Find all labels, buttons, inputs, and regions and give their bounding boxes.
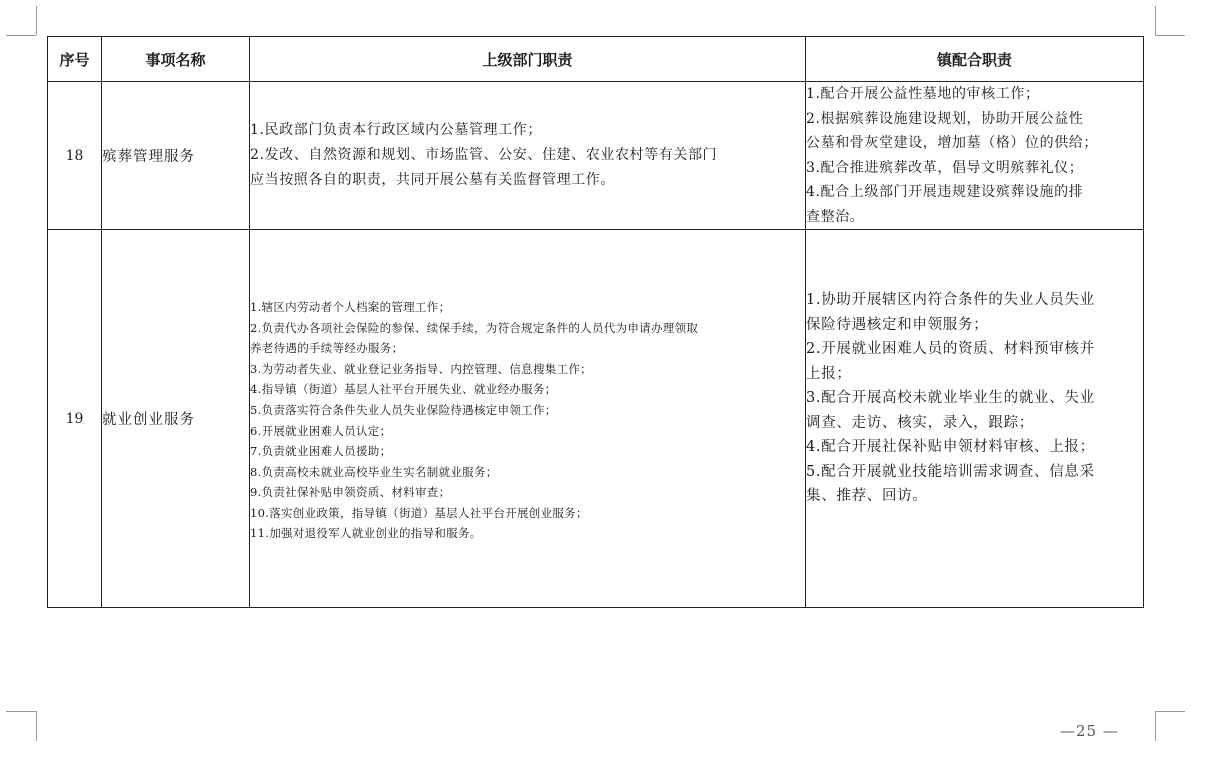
town-duties-cell — [806, 82, 1144, 230]
row-item-name: 殡葬管理服务 — [102, 82, 250, 230]
page-number: —25 — — [1060, 722, 1119, 740]
duty-line: 5.负责落实符合条件失业人员失业保险待遇核定申领工作； — [250, 402, 557, 417]
duty-line: 4.配合上级部门开展违规建设殡葬设施的排 — [806, 184, 1084, 200]
crop-mark — [6, 35, 36, 36]
duty-line: 1.辖区内劳动者个人档案的管理工作； — [250, 299, 451, 314]
crop-mark — [6, 711, 36, 712]
crop-mark — [1155, 711, 1156, 741]
duty-line: 1.配合开展公益性墓地的审核工作； — [806, 86, 1040, 102]
duty-line: 3.配合开展高校未就业毕业生的就业、失业 — [806, 390, 1095, 407]
header-upper-duties: 上级部门职责 — [250, 37, 806, 82]
duty-line: 5.配合开展就业技能培训需求调查、信息采 — [806, 463, 1095, 480]
row-item-name: 就业创业服务 — [102, 230, 250, 608]
table-row — [48, 82, 1144, 230]
duty-line: 调查、走访、核实，录入，跟踪； — [806, 414, 1034, 431]
row-number: 19 — [48, 230, 102, 608]
header-town-duties: 镇配合职责 — [806, 37, 1144, 82]
duties-table — [47, 36, 1144, 608]
duty-line: 9.负责社保补贴申领资质、材料审查； — [250, 485, 451, 500]
crop-mark — [1155, 6, 1156, 35]
duty-line: 查整治。 — [806, 208, 865, 225]
crop-mark — [1155, 35, 1185, 36]
duty-line: 3.为劳动者失业、就业登记业务指导、内控管理、信息搜集工作； — [250, 361, 592, 376]
duty-line: 1.民政部门负责本行政区域内公墓管理工作； — [250, 122, 542, 138]
duty-line: 公墓和骨灰堂建设，增加墓（格）位的供给； — [806, 135, 1098, 151]
duty-line: 集、推荐、回访。 — [806, 488, 928, 505]
duty-line: 2.开展就业困难人员的资质、材料预审核并 — [806, 341, 1095, 358]
table-header-row — [48, 37, 1144, 82]
header-item-name: 事项名称 — [102, 37, 250, 82]
duty-line: 保险待遇核定和申领服务； — [806, 316, 989, 333]
crop-mark — [36, 6, 37, 35]
duty-line: 2.负责代办各项社会保险的参保、续保手续，为符合规定条件的人员代为申请办理领取 — [250, 320, 699, 335]
duty-line: 8.负责高校未就业高校毕业生实名制就业服务； — [250, 464, 498, 479]
town-duties-cell — [806, 230, 1144, 608]
row-number: 18 — [48, 82, 102, 230]
duty-line: 11.加强对退役军人就业创业的指导和服务。 — [250, 526, 482, 541]
duty-line: 上报； — [806, 365, 852, 382]
duty-line: 7.负责就业困难人员援助； — [250, 444, 392, 459]
header-number: 序号 — [48, 37, 102, 82]
duty-line: 6.开展就业困难人员认定； — [250, 423, 392, 438]
duty-line: 10.落实创业政策，指导镇（街道）基层人社平台开展创业服务； — [250, 505, 588, 520]
table-row — [48, 230, 1144, 608]
upper-duties-cell — [250, 82, 806, 230]
duty-line: 4.指导镇（街道）基层人社平台开展失业、就业经办服务； — [250, 382, 557, 397]
duty-line: 3.配合推进殡葬改革，倡导文明殡葬礼仪； — [806, 159, 1084, 176]
duty-line: 养老待遇的手续等经办服务； — [250, 341, 404, 356]
duty-line: 2.发改、自然资源和规划、市场监管、公安、住建、农业农村等有关部门 — [250, 147, 718, 163]
duty-line: 4.配合开展社保补贴申领材料审核、上报； — [806, 439, 1095, 456]
duty-line: 应当按照各自的职责，共同开展公墓有关监督管理工作。 — [250, 172, 615, 188]
duty-line: 2.根据殡葬设施建设规划，协助开展公益性 — [806, 110, 1084, 127]
crop-mark — [1155, 711, 1185, 712]
crop-mark — [36, 711, 37, 741]
duty-line: 1.协助开展辖区内符合条件的失业人员失业 — [806, 292, 1095, 309]
upper-duties-cell — [250, 230, 806, 608]
